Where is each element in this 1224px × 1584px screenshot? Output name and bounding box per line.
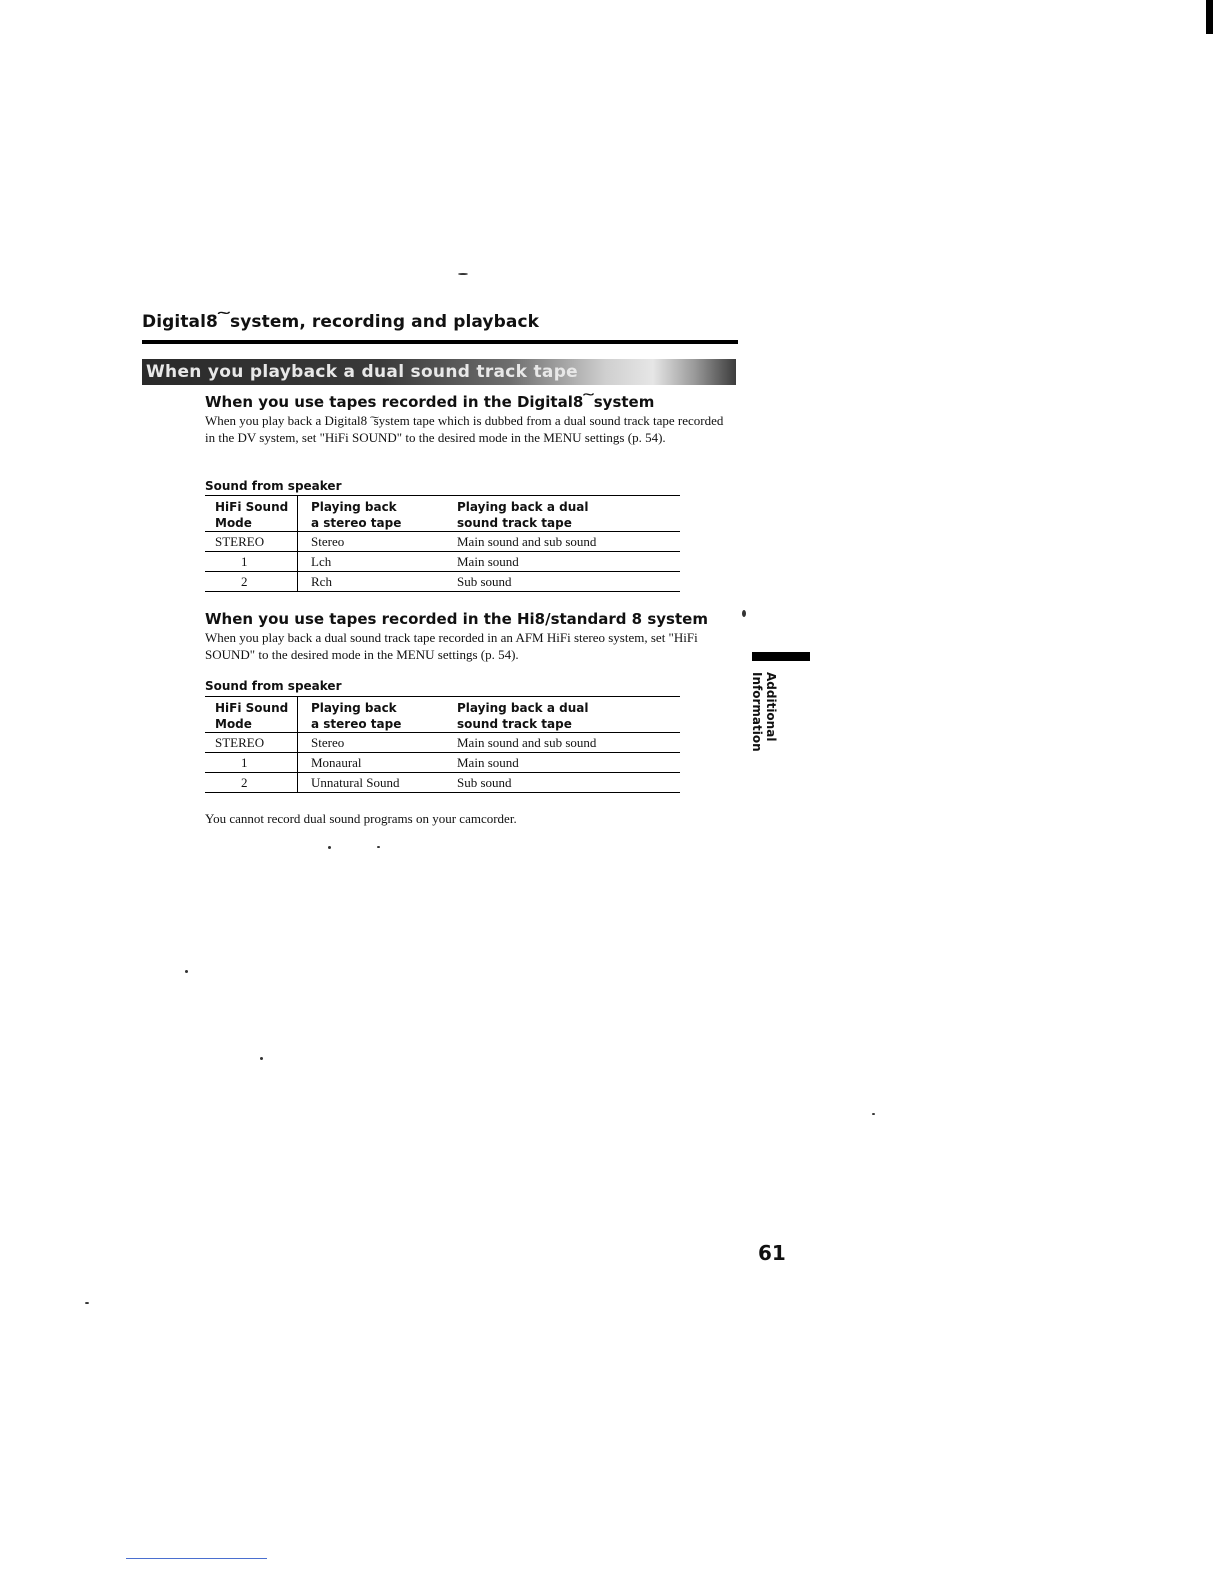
scan-speck <box>260 1057 263 1060</box>
scan-speck <box>872 1113 875 1115</box>
digital8-heading: When you use tapes recorded in the Digital8 ͠ system <box>205 393 655 411</box>
table-cell: STEREO <box>215 735 265 750</box>
side-tab-label: Additional Information <box>750 672 778 752</box>
scan-speck <box>85 1302 89 1304</box>
hi8-heading: When you use tapes recorded in the Hi8/standard 8 system <box>205 610 708 628</box>
digital8-body: When you play back a Digital8 ͠ system tape which is dubbed from a dual sound track tape recorded in the DV system, set "HiFi SOUND" to the desired mode in the MENU settings (p. 54). <box>205 413 724 445</box>
scan-speck <box>377 846 380 848</box>
header-stereo-tape: Playing back a stereo tape <box>311 701 402 731</box>
corner-mark <box>1206 0 1213 34</box>
table-cell: Monaural <box>311 755 362 770</box>
scan-speck <box>458 273 468 275</box>
table-cell: Stereo <box>311 534 345 549</box>
table-cell: Main sound <box>457 755 519 770</box>
page-number: 61 <box>758 1241 786 1265</box>
header-hifi-mode: HiFi Sound Mode <box>215 701 289 731</box>
table-cell: 1 <box>241 755 248 770</box>
header-dual-tape: Playing back a dual sound track tape <box>457 500 589 530</box>
header-hifi-mode: HiFi Sound Mode <box>215 500 289 530</box>
table-cell: Main sound and sub sound <box>457 735 597 750</box>
table-cell: Sub sound <box>457 574 512 589</box>
scan-speck <box>185 970 188 973</box>
footer-note: You cannot record dual sound programs on your camcorder. <box>205 811 517 826</box>
scan-speck <box>742 610 746 617</box>
scan-speck <box>328 846 331 849</box>
table-cell: Sub sound <box>457 775 512 790</box>
section-title: Digital8 ͠ system, recording and playback <box>142 312 540 332</box>
bottom-rule <box>126 1558 267 1559</box>
table-cell: Stereo <box>311 735 345 750</box>
table-cell: 2 <box>241 775 248 790</box>
table-cell: 2 <box>241 574 248 589</box>
side-tab-marker <box>752 652 810 661</box>
digital8-table-caption: Sound from speaker <box>205 479 342 493</box>
hi8-body: When you play back a dual sound track tape recorded in an AFM HiFi stereo system, set "HiFi SOUND" to the desired mode in the MENU settings (p. 54). <box>205 630 698 662</box>
table-cell: STEREO <box>215 534 265 549</box>
title-rule <box>142 340 738 344</box>
table-cell: Main sound and sub sound <box>457 534 597 549</box>
topic-banner <box>142 359 736 385</box>
table-cell: Rch <box>311 574 332 589</box>
table-cell: Unnatural Sound <box>311 775 400 790</box>
header-stereo-tape: Playing back a stereo tape <box>311 500 402 530</box>
banner-title: When you playback a dual sound track tape <box>146 362 579 382</box>
table-cell: Lch <box>311 554 332 569</box>
table-cell: Main sound <box>457 554 519 569</box>
header-dual-tape: Playing back a dual sound track tape <box>457 701 589 731</box>
hi8-table-caption: Sound from speaker <box>205 679 342 693</box>
table-cell: 1 <box>241 554 248 569</box>
